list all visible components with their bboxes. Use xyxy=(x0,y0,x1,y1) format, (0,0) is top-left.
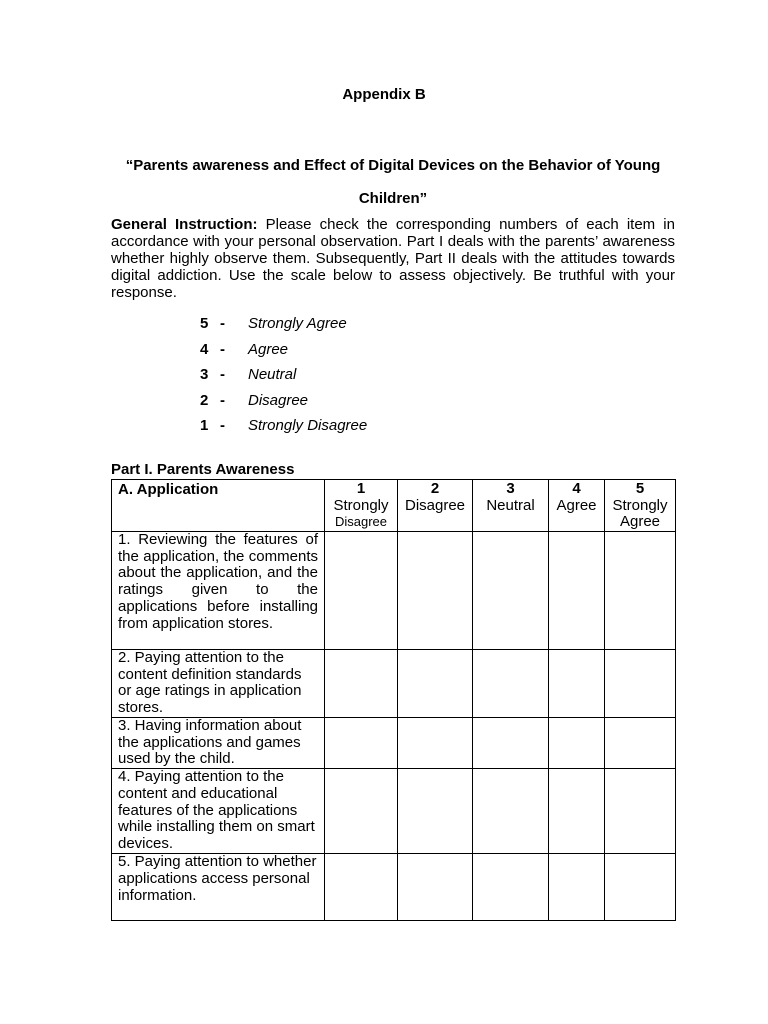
table-row xyxy=(112,769,676,854)
column-label: Disagree xyxy=(404,496,466,514)
column-label: Neutral xyxy=(486,496,535,514)
rating-cell-2[interactable] xyxy=(398,718,473,769)
scale-dash: - xyxy=(220,315,225,333)
scale-number: 3 xyxy=(200,366,209,384)
column-number: 1 xyxy=(356,480,366,497)
scale-label: Strongly Disagree xyxy=(248,417,368,435)
rating-cell-2[interactable] xyxy=(398,532,473,650)
column-header-2 xyxy=(398,480,473,532)
scale-dash: - xyxy=(220,340,225,358)
rating-cell-1[interactable] xyxy=(325,718,398,769)
rating-cell-4[interactable] xyxy=(549,718,605,769)
item-text: 5. Paying attention to whether applications access personal information. xyxy=(112,854,325,921)
rating-cell-3[interactable] xyxy=(473,854,549,921)
rating-cell-4[interactable] xyxy=(549,769,605,854)
column-label: Agree xyxy=(619,513,661,530)
column-header-1 xyxy=(325,480,398,532)
rating-cell-1[interactable] xyxy=(325,532,398,650)
table-row xyxy=(112,854,676,921)
scale-label: Neutral xyxy=(248,366,297,384)
table-row xyxy=(112,532,676,650)
document-title: “Parents awareness and Effect of Digital Devices on the Behavior of Young Children” xyxy=(125,157,661,207)
scale-number: 2 xyxy=(200,391,209,409)
rating-cell-2[interactable] xyxy=(398,769,473,854)
rating-cell-5[interactable] xyxy=(605,769,676,854)
column-header-3 xyxy=(473,480,549,532)
item-text: 2. Paying attention to the content definition standards or age ratings in application stores. xyxy=(112,650,325,718)
rating-scale-legend xyxy=(200,311,367,439)
scale-number: 4 xyxy=(200,340,209,358)
table-header-row xyxy=(112,480,676,532)
rating-cell-5[interactable] xyxy=(605,718,676,769)
column-number: 4 xyxy=(572,480,581,497)
scale-label: Agree xyxy=(248,340,289,358)
scale-number: 1 xyxy=(200,417,209,435)
rating-cell-3[interactable] xyxy=(473,769,549,854)
column-header-5 xyxy=(605,480,676,532)
rating-cell-1[interactable] xyxy=(325,769,398,854)
scale-row xyxy=(200,337,367,363)
column-number: 5 xyxy=(635,480,645,497)
part-heading: Part I. Parents Awareness xyxy=(111,461,295,478)
appendix-title: Appendix B xyxy=(342,86,426,103)
column-header-4 xyxy=(549,480,605,532)
item-text: 3. Having information about the applications and games used by the child. xyxy=(112,718,325,769)
column-label: Strongly xyxy=(612,496,668,514)
rating-cell-1[interactable] xyxy=(325,650,398,718)
scale-dash: - xyxy=(220,391,225,409)
scale-row xyxy=(200,362,367,388)
scale-label: Strongly Agree xyxy=(248,315,347,333)
table-row xyxy=(112,718,676,769)
general-instruction xyxy=(111,216,675,301)
scale-dash: - xyxy=(220,417,225,435)
instruction-text: Please check the corresponding numbers of each item in accordance with your personal observation. Part I deals with the parents’ awareness whether highly observe them. Subsequently, Part II deals with the attitudes towards digital addiction. Use the scale below to assess objectively. Be truthful with your response. xyxy=(111,216,675,301)
column-number: 3 xyxy=(506,480,515,497)
section-header: A. Application xyxy=(112,480,325,532)
scale-label: Disagree xyxy=(248,391,309,409)
rating-cell-5[interactable] xyxy=(605,532,676,650)
rating-cell-4[interactable] xyxy=(549,650,605,718)
survey-table xyxy=(111,479,676,921)
rating-cell-3[interactable] xyxy=(473,718,549,769)
column-label: Agree xyxy=(556,496,597,514)
table-row xyxy=(112,650,676,718)
scale-row xyxy=(200,388,367,414)
column-label: Disagree xyxy=(334,514,388,529)
rating-cell-3[interactable] xyxy=(473,650,549,718)
rating-cell-5[interactable] xyxy=(605,650,676,718)
rating-cell-2[interactable] xyxy=(398,854,473,921)
scale-number: 5 xyxy=(200,315,209,333)
column-label: Strongly xyxy=(333,496,389,514)
instruction-label: General Instruction: xyxy=(111,216,258,233)
scale-row xyxy=(200,311,367,337)
rating-cell-1[interactable] xyxy=(325,854,398,921)
rating-cell-2[interactable] xyxy=(398,650,473,718)
column-number: 2 xyxy=(430,480,440,497)
scale-row xyxy=(200,413,367,439)
rating-cell-3[interactable] xyxy=(473,532,549,650)
item-text: 4. Paying attention to the content and educational features of the applications while installing them on smart devices. xyxy=(112,769,325,854)
rating-cell-5[interactable] xyxy=(605,854,676,921)
rating-cell-4[interactable] xyxy=(549,532,605,650)
item-text: 1. Reviewing the features of the application, the comments about the application, and the ratings given to the applications before installing from application stores. xyxy=(112,532,325,650)
scale-dash: - xyxy=(220,366,225,384)
rating-cell-4[interactable] xyxy=(549,854,605,921)
